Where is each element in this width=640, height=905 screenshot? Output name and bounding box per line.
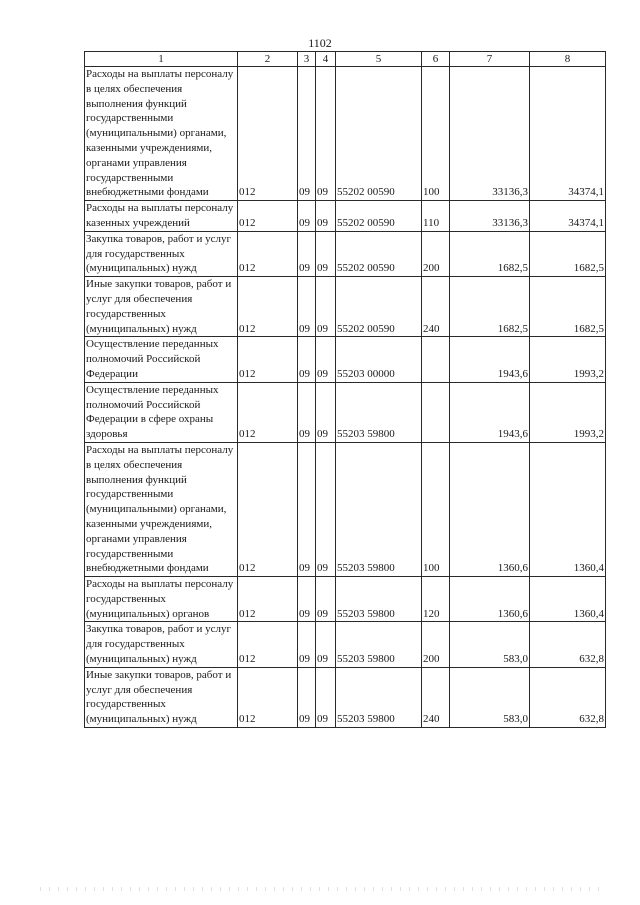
row-sum-year2: 1682,5 xyxy=(530,277,606,337)
row-sum-year1: 33136,3 xyxy=(450,67,530,201)
row-section: 09 xyxy=(298,201,316,232)
row-expense-type xyxy=(422,337,450,382)
row-sum-year1: 1682,5 xyxy=(450,277,530,337)
row-sum-year2: 1993,2 xyxy=(530,337,606,382)
row-sum-year1: 583,0 xyxy=(450,667,530,727)
row-sum-year2: 632,8 xyxy=(530,667,606,727)
row-sum-year2: 1993,2 xyxy=(530,382,606,442)
row-expense-type: 120 xyxy=(422,577,450,622)
row-section: 09 xyxy=(298,382,316,442)
row-expense-type: 100 xyxy=(422,67,450,201)
row-expense-type: 200 xyxy=(422,231,450,276)
row-target: 55203 59800 xyxy=(336,577,422,622)
row-target: 55202 00590 xyxy=(336,67,422,201)
row-ministry: 012 xyxy=(238,231,298,276)
table-row xyxy=(85,442,606,576)
row-target: 55203 59800 xyxy=(336,442,422,576)
row-name: Осуществление переданных полномочий Российской Федерации xyxy=(85,337,238,382)
row-target: 55202 00590 xyxy=(336,277,422,337)
row-ministry: 012 xyxy=(238,67,298,201)
row-section: 09 xyxy=(298,337,316,382)
table-row xyxy=(85,337,606,382)
row-sum-year2: 632,8 xyxy=(530,622,606,667)
row-name: Осуществление переданных полномочий Российской Федерации в сфере охраны здоровья xyxy=(85,382,238,442)
row-subsection: 09 xyxy=(316,622,336,667)
row-ministry: 012 xyxy=(238,337,298,382)
table-row xyxy=(85,577,606,622)
row-ministry: 012 xyxy=(238,382,298,442)
row-subsection: 09 xyxy=(316,67,336,201)
row-sum-year1: 583,0 xyxy=(450,622,530,667)
row-sum-year1: 33136,3 xyxy=(450,201,530,232)
col-header-ministry: 2 xyxy=(238,52,298,67)
col-header-subsection: 4 xyxy=(316,52,336,67)
row-name: Закупка товаров, работ и услуг для государственных (муниципальных) нужд xyxy=(85,622,238,667)
row-sum-year2: 1360,4 xyxy=(530,577,606,622)
row-expense-type: 110 xyxy=(422,201,450,232)
row-subsection: 09 xyxy=(316,231,336,276)
col-header-section: 3 xyxy=(298,52,316,67)
row-subsection: 09 xyxy=(316,201,336,232)
row-ministry: 012 xyxy=(238,277,298,337)
row-subsection: 09 xyxy=(316,277,336,337)
header-row xyxy=(85,52,606,67)
table-row xyxy=(85,277,606,337)
row-sum-year2: 1360,4 xyxy=(530,442,606,576)
row-subsection: 09 xyxy=(316,577,336,622)
page-number: 1102 xyxy=(308,36,332,50)
scan-artifact xyxy=(40,887,600,891)
row-expense-type: 200 xyxy=(422,622,450,667)
table-row xyxy=(85,667,606,727)
table-row xyxy=(85,622,606,667)
row-name: Расходы на выплаты персоналу государственных (муниципальных) органов xyxy=(85,577,238,622)
row-name: Иные закупки товаров, работ и услуг для обеспечения государственных (муниципальных) нужд xyxy=(85,667,238,727)
row-sum-year1: 1943,6 xyxy=(450,337,530,382)
row-target: 55202 00590 xyxy=(336,231,422,276)
row-section: 09 xyxy=(298,67,316,201)
row-section: 09 xyxy=(298,442,316,576)
row-ministry: 012 xyxy=(238,201,298,232)
budget-table xyxy=(84,51,606,728)
row-target: 55203 59800 xyxy=(336,622,422,667)
row-sum-year2: 1682,5 xyxy=(530,231,606,276)
row-section: 09 xyxy=(298,231,316,276)
row-expense-type: 100 xyxy=(422,442,450,576)
row-ministry: 012 xyxy=(238,577,298,622)
row-ministry: 012 xyxy=(238,622,298,667)
row-sum-year1: 1360,6 xyxy=(450,577,530,622)
table-row xyxy=(85,382,606,442)
row-sum-year1: 1943,6 xyxy=(450,382,530,442)
row-sum-year1: 1360,6 xyxy=(450,442,530,576)
row-ministry: 012 xyxy=(238,442,298,576)
row-target: 55203 00000 xyxy=(336,337,422,382)
col-header-sum-year1: 7 xyxy=(450,52,530,67)
row-name: Расходы на выплаты персоналу в целях обеспечения выполнения функций государственными (муниципальными) органами, казенными учреждениями, органами управления государственными внебюджетными фондами xyxy=(85,442,238,576)
row-name: Расходы на выплаты персоналу в целях обеспечения выполнения функций государственными (муниципальными) органами, казенными учреждениями, органами управления государственными внебюджетными фондами xyxy=(85,67,238,201)
row-subsection: 09 xyxy=(316,337,336,382)
row-section: 09 xyxy=(298,577,316,622)
row-name: Закупка товаров, работ и услуг для государственных (муниципальных) нужд xyxy=(85,231,238,276)
row-target: 55203 59800 xyxy=(336,667,422,727)
row-ministry: 012 xyxy=(238,667,298,727)
row-expense-type: 240 xyxy=(422,667,450,727)
row-target: 55203 59800 xyxy=(336,382,422,442)
row-expense-type xyxy=(422,382,450,442)
col-header-sum-year2: 8 xyxy=(530,52,606,67)
row-section: 09 xyxy=(298,667,316,727)
col-header-target: 5 xyxy=(336,52,422,67)
row-subsection: 09 xyxy=(316,442,336,576)
table-row xyxy=(85,231,606,276)
row-name: Иные закупки товаров, работ и услуг для обеспечения государственных (муниципальных) нужд xyxy=(85,277,238,337)
row-subsection: 09 xyxy=(316,667,336,727)
row-sum-year1: 1682,5 xyxy=(450,231,530,276)
row-name: Расходы на выплаты персоналу казенных учреждений xyxy=(85,201,238,232)
row-subsection: 09 xyxy=(316,382,336,442)
table-row xyxy=(85,67,606,201)
row-section: 09 xyxy=(298,622,316,667)
row-sum-year2: 34374,1 xyxy=(530,201,606,232)
row-sum-year2: 34374,1 xyxy=(530,67,606,201)
row-expense-type: 240 xyxy=(422,277,450,337)
col-header-expense-type: 6 xyxy=(422,52,450,67)
table-row xyxy=(85,201,606,232)
row-section: 09 xyxy=(298,277,316,337)
col-header-name: 1 xyxy=(85,52,238,67)
row-target: 55202 00590 xyxy=(336,201,422,232)
